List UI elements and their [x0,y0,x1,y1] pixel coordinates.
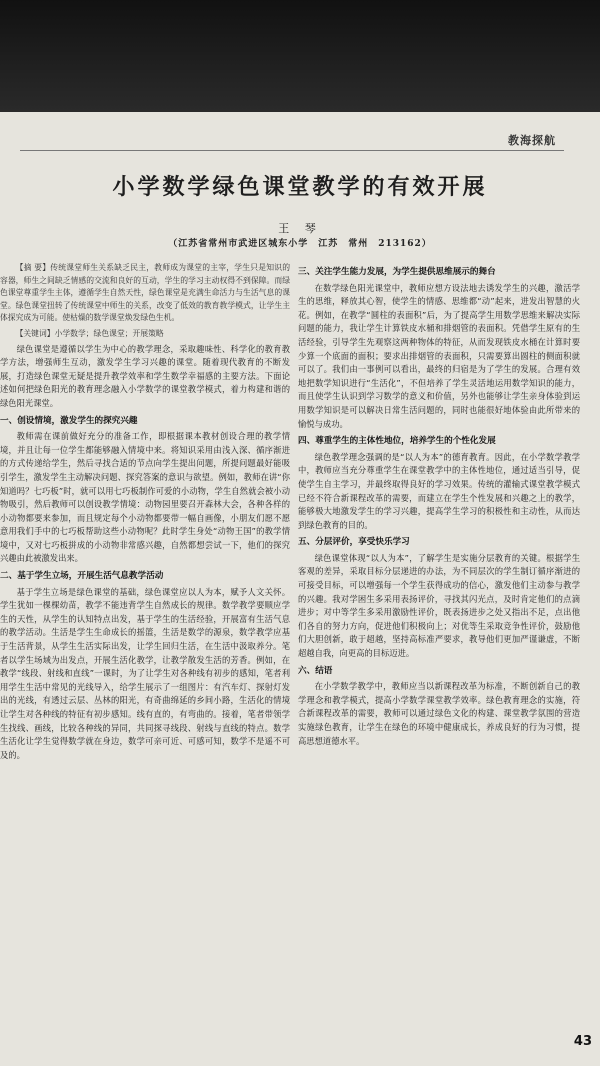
section-4-heading: 四、尊重学生的主体性地位，培养学生的个性化发展 [298,436,496,447]
section-1-text: 教师需在课前做好充分的准备工作，即根据课本教材创设合理的教学情境，并且让每一位学生都能够融入情境中来。将知识采用由浅入深、循序渐进的方式传递给学生，然后寻找合适的节点向学生提出问题，所提问题最好能吸引学生，激发学生主动解决问题、探究答案的意识与欲望。例如，教师在讲“你知道吗？七巧板”时，就可以用七巧板制作可爱的小动物，学生自然就会被小动物吸引，然后教师可以创设教学情境：动物园里要召开森林大会，各种各样的小动物都要来参加，而且规定每个小动物都要带一幅自画像，小朋友们愿不愿意用我们手中的七巧板帮助这些小动物呢？此时学生身处“动物王国”的教学情境中，又对七巧板拼成的小动物非常感兴趣，自然都想尝试一下，他们的探究兴趣由此被激发出来。 [0,431,290,564]
abstract: 【摘 要】传统课堂师生关系缺乏民主，教师成为课堂的主宰，学生只是知识的容器，师生之间缺乏情感的交流和良好的互动，学生的学习主动权得不到保障。而绿色课堂尊重学生主体，遵循学生自然天性，绿色课堂是充满生命活力与生活气息的课堂。绿色课堂扭转了传统课堂中师生的关系，改变了低效的教育教学模式，让学生主体探究成为可能。使枯燥的数学课堂焕发绿色生机。 [0,263,290,323]
section-6-text: 在小学数学教学中，教师应当以新课程改革为标准，不断创新自己的教学理念和教学模式，提高小学数学课堂教学效率。绿色教育理念的实施，符合新课程改革的需要，教师可以通过绿色文化的构建、课堂教学氛围的营造实施绿色教育，让学生在绿色的环境中健康成长，养成良好的行为习惯，提高思想道德水平。 [298,681,580,746]
article-author: 王 琴 [278,222,322,235]
section-2-heading: 二、基于学生立场，开展生活气息教学活动 [0,571,164,582]
section-3-heading: 三、关注学生能力发展，为学生提供思维展示的舞台 [298,267,496,277]
section-1-heading: 一、创设情境，激发学生的探究兴趣 [0,415,138,426]
left-column [0,262,290,764]
header-rule [20,150,564,151]
section-5-text: 绿色课堂体现“以人为本”，了解学生是实施分层教育的关键。根据学生客观的差异，采取目标分层递进的办法，为不同层次的学生制订循序渐进的可接受目标，可以增强每一个学生获得成功的信心，激发他们主动参与教学的兴趣。我对学困生多采用表扬评价，寻找其闪光点，及时肯定他们的点滴进步；对中等学生多采用激励性评价，既表扬进步之处又指出不足，点出他们各自的努力方向，促进他们积极向上；对优等生采取竞争性评价，鼓励他们大胆创新，敢于超越，坚持高标准严要求，教导他们更加严谨谦虚，不断超越自我，向更高的目标迈进。 [298,552,580,659]
section-6-heading: 六、结语 [298,665,333,676]
section-4-text: 绿色教学理念强调的是“以人为本”的德育教育。因此，在小学数学教学中，教师应当充分尊重学生在课堂教学中的主体性地位，通过适当引导，促使学生自主学习，并最终取得良好的学习效果。传统的灌输式课堂教学模式已经不符合新课程改革的需要，而建立在学生个性发展和兴趣之上的教学，能够极大地激发学生的学习兴趣，提高学生学习的积极性和主动性，从而达到绿色教育的目的。 [298,451,580,530]
article-title: 小学数学绿色课堂教学的有效开展 [112,175,488,200]
keywords: 【关键词】小学数学；绿色课堂；开展策略 [15,328,164,338]
section-tag: 教海探航 [508,134,556,147]
background-shadow [0,0,600,112]
section-5-heading: 五、分层评价，享受快乐学习 [298,537,410,548]
section-2-text: 基于学生立场是绿色课堂的基础，绿色课堂应以人为本，赋予人文关怀。学生犹如一棵棵幼苗，教学不能违背学生自然成长的规律。数学教学要顺应学生的天性，从学生的认知特点出发，基于学生的生活经验，开展富有生活气息的教学活动。生活是学生生命成长的摇篮，生活是数学的源泉，数学教学应基于生活背景，从学生生活实际出发，让学生回归生活，在生活中汲取养分。笔者以学生场域为出发点，开展生活化教学，让教学散发生活的芳香。例如，在教学“线段、射线和直线”一课时，为了让学生对各种线有初步的感知，笔者利用学生生活中常见的光线导入，给学生展示了一组图片：有汽车灯、探射灯发出的光线，有透过云层、丛林的阳光，有奇曲绵延的乡间小路，生活化的情境让学生对各种线的特征有初步感知。线有直的，有弯曲的。接着，笔者带领学生找线、画线，比较各种线的异同，共同探寻线段、射线与直线的特点。数学生活化让学生觉得数学就在身边，数学可亲可近、可感可知，数学不是遥不可及的。 [0,586,290,760]
right-column [298,262,580,750]
page-number: 43 [573,1034,592,1049]
intro-paragraph: 绿色课堂是遵循以学生为中心的教学理念，采取趣味性、科学化的教育教学方法，增强师生互动，激发学生学习兴趣的课堂。随着现代教育的不断发展，打造绿色课堂无疑是提升教学效率和学生数学幸福感的主要方法。下面论述如何把绿色阳光的教育理念融入小学数学的课堂教学模式，着力构建和谐的绿色阳光课堂。 [0,343,290,408]
section-3-text: 在数学绿色阳光课堂中，教师应想方设法地去诱发学生的兴趣，激活学生的思维，释放其心智，使学生的情感、思维都“动”起来，进发出智慧的火花。例如，在教学“圆柱的表面积”后，为了提高学生用数学思维来解决实际问题的能力，我让学生计算铁皮水桶和排烟管的表面积。凭借学生原有的生活经验，引导学生先观察这两种物体的特征，从而发现铁皮水桶在计算时要少算一个底面的面积；要求出排烟管的表面积，只需要算出圆柱的侧面积就可以了。我们由一事例可以看出，最终的归宿是为了学生的发展。合理有效地把数学知识进行“生活化”，不但培养了学生灵活地运用数学知识的能力，而且使学生认识到学习数学的意义和价值，另外也能够让学生亲身体验到运用数学知识是可以解决日常生活问题的，同时也能很好地体验由此所带来的愉悦与成功。 [298,282,580,429]
author-affiliation: （江苏省常州市武进区城东小学 江苏 常州 213162） [168,239,432,249]
